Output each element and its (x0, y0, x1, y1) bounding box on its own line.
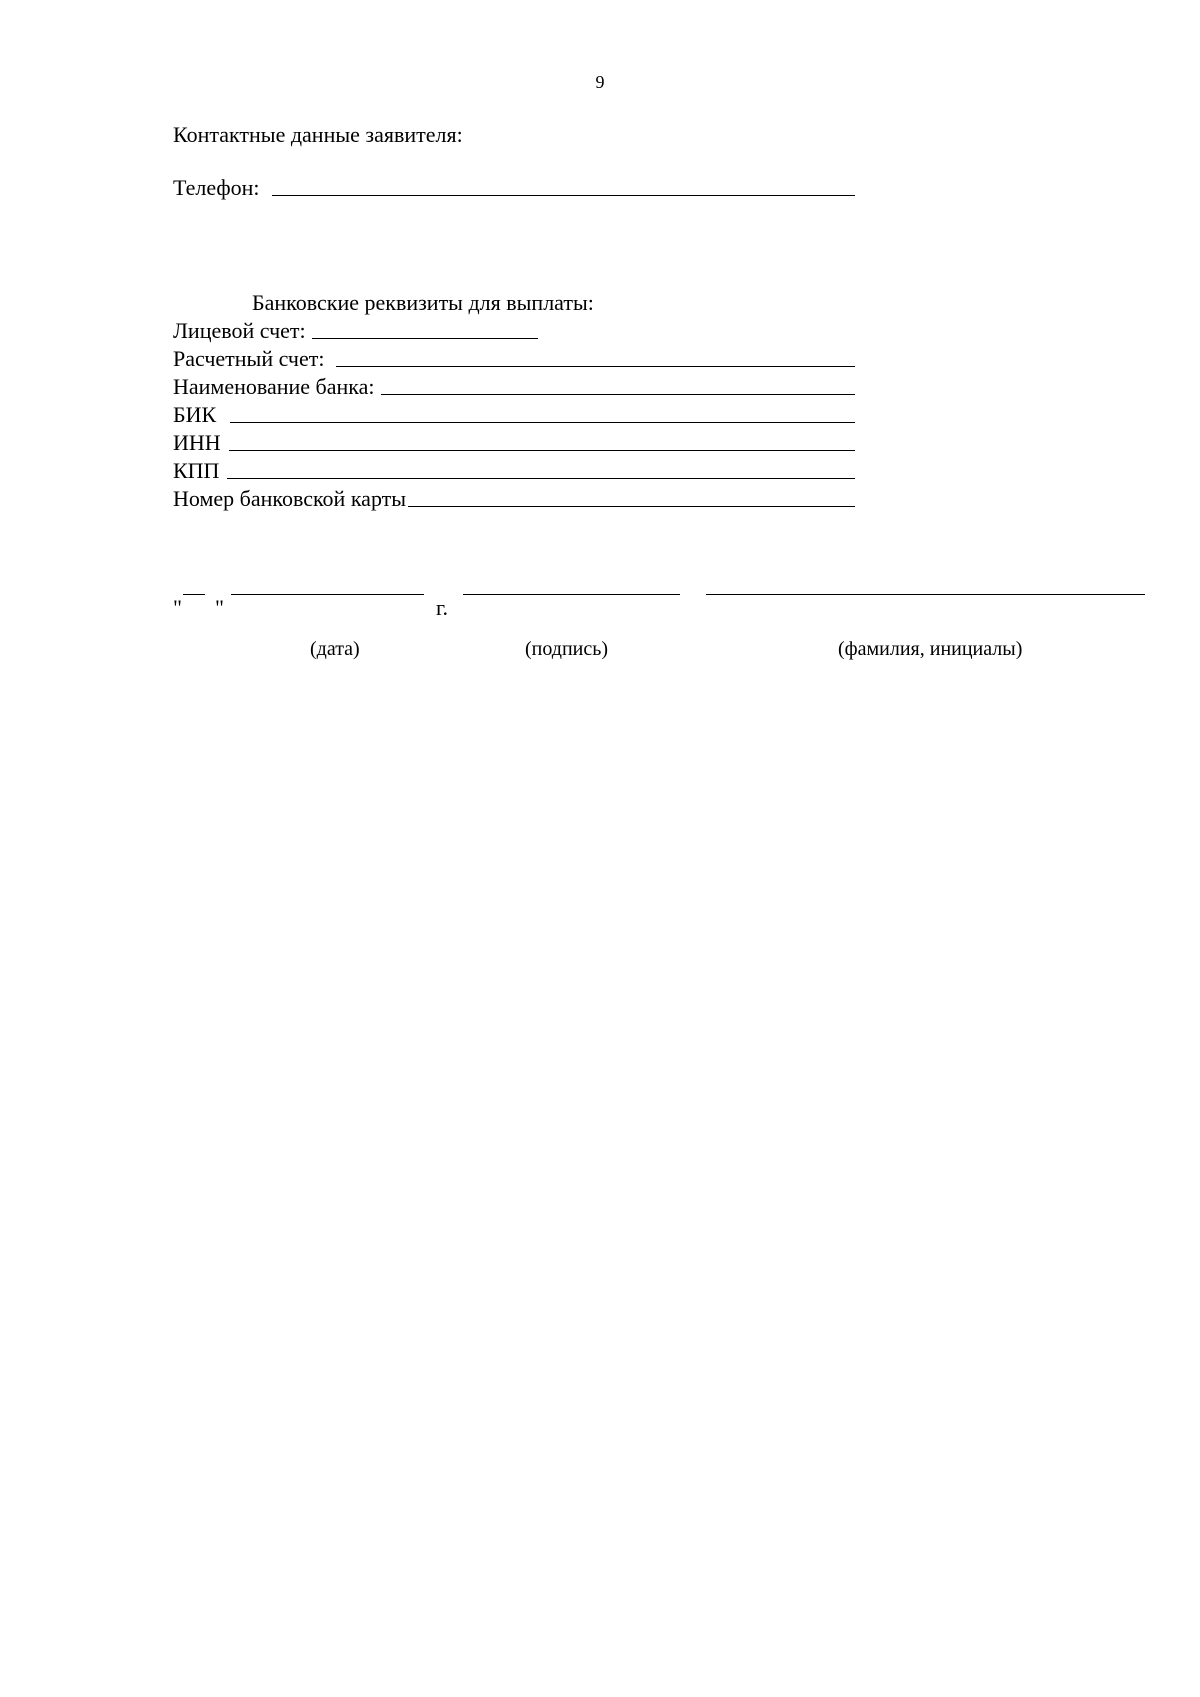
phone-label: Телефон: (173, 175, 260, 200)
bank-name-field[interactable] (173, 373, 855, 401)
signature-blank[interactable] (463, 594, 680, 595)
signature-row (173, 594, 1173, 622)
name-initials-blank[interactable] (706, 594, 1145, 595)
phone-blank[interactable] (272, 195, 855, 196)
date-close-quote: " (215, 595, 224, 620)
bik-blank[interactable] (230, 422, 855, 423)
bik-field[interactable] (173, 401, 855, 429)
date-day-blank[interactable] (183, 594, 205, 595)
year-suffix: г. (436, 595, 449, 620)
inn-blank[interactable] (229, 450, 855, 451)
phone-field[interactable] (173, 174, 855, 202)
personal-account-field[interactable] (173, 317, 538, 345)
kpp-field[interactable] (173, 457, 855, 485)
contacts-heading: Контактные данные заявителя: (173, 122, 463, 147)
settlement-account-field[interactable] (173, 345, 855, 373)
personal-account-blank[interactable] (312, 338, 538, 339)
card-number-blank[interactable] (408, 506, 855, 507)
inn-label: ИНН (173, 430, 221, 455)
bank-name-label: Наименование банка: (173, 374, 375, 399)
signature-caption: (подпись) (525, 638, 609, 660)
kpp-label: КПП (173, 458, 220, 483)
bank-heading: Банковские реквизиты для выплаты: (252, 290, 594, 315)
personal-account-label: Лицевой счет: (173, 318, 306, 343)
date-caption: (дата) (310, 638, 360, 660)
page-number: 9 (595, 72, 605, 92)
name-caption: (фамилия, инициалы) (838, 638, 1023, 660)
settlement-account-blank[interactable] (336, 366, 855, 367)
bank-name-blank[interactable] (381, 394, 855, 395)
date-open-quote: " (173, 595, 182, 620)
bik-label: БИК (173, 402, 217, 427)
inn-field[interactable] (173, 429, 855, 457)
date-month-blank[interactable] (231, 594, 424, 595)
settlement-account-label: Расчетный счет: (173, 346, 325, 371)
kpp-blank[interactable] (227, 478, 855, 479)
card-number-label: Номер банковской карты (173, 486, 407, 511)
card-number-field[interactable] (173, 485, 855, 513)
